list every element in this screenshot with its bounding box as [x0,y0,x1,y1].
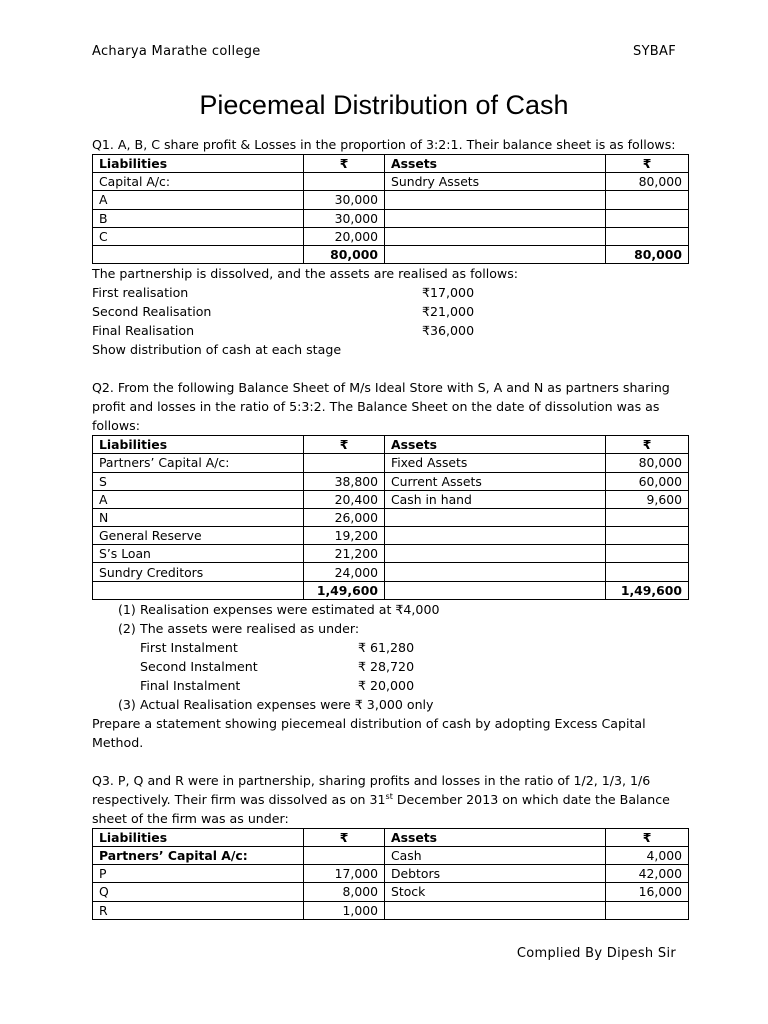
total-liabilities: 1,49,600 [304,581,385,599]
list-item [118,695,688,714]
q2-intro: Q2. From the following Balance Sheet of M/s Ideal Store with S, A and N as partners sharing profit and losses in the ratio of 5:3:2. The Balance Sheet on the date of dissolution was as follows: [92,380,670,434]
header-assets: Assets [385,155,606,173]
q2-task: Prepare a statement showing piecemeal distribution of cash by adopting Excess Capital Method. [92,715,646,750]
cell: 4,000 [606,847,689,865]
realisation-amount: ₹21,000 [422,304,475,320]
realisation-label: Second Realisation [92,304,212,320]
table-row [93,563,689,581]
list-number: (1) [118,601,136,617]
cell: 9,600 [606,490,689,508]
cell: Capital A/c: [93,173,304,191]
cell: 19,200 [304,527,385,545]
header-rupee: ₹ [606,155,689,173]
cell: 17,000 [304,865,385,883]
cell [606,545,689,563]
cell [385,209,606,227]
q2-points-cont [92,695,688,714]
header-rupee: ₹ [606,828,689,846]
cell: 16,000 [606,883,689,901]
header-rupee: ₹ [304,436,385,454]
cell: 26,000 [304,508,385,526]
realisation-label: First realisation [92,285,189,301]
instalment-label: Final Instalment [140,677,241,693]
cell: 42,000 [606,865,689,883]
q2-balance-sheet [92,435,689,600]
cell [606,209,689,227]
cell: General Reserve [93,527,304,545]
table-row [93,472,689,490]
table-row [93,883,689,901]
cell: Current Assets [385,472,606,490]
cell [93,581,304,599]
table-row [93,901,689,919]
cell: R [93,901,304,919]
realisation-line [92,321,688,340]
realisation-amount: ₹36,000 [422,323,475,339]
cell [385,545,606,563]
table-row [93,847,689,865]
spacer [92,359,688,378]
cell: Sundry Creditors [93,563,304,581]
cell [385,527,606,545]
table-row [93,227,689,245]
total-assets: 1,49,600 [606,581,689,599]
list-number: (3) [118,696,136,712]
page-title: Piecemeal Distribution of Cash [199,90,569,120]
instalment-amount: ₹ 61,280 [358,639,415,655]
cell: Stock [385,883,606,901]
page-header [92,44,676,59]
table-row [93,173,689,191]
cell [385,191,606,209]
header-rupee: ₹ [304,828,385,846]
cell: 30,000 [304,209,385,227]
cell [304,173,385,191]
table-header-row [93,828,689,846]
cell: 24,000 [304,563,385,581]
instalment-amount: ₹ 20,000 [358,677,415,693]
cell: P [93,865,304,883]
cell: 30,000 [304,191,385,209]
header-liabilities: Liabilities [93,155,304,173]
cell: Sundry Assets [385,173,606,191]
cell [385,901,606,919]
q3-balance-sheet [92,828,689,920]
cell [93,245,304,263]
instalment-amount: ₹ 28,720 [358,658,415,674]
cell: 8,000 [304,883,385,901]
table-header-row [93,155,689,173]
cell: 38,800 [304,472,385,490]
instalment-line [92,676,688,695]
cell [385,245,606,263]
cell: 1,000 [304,901,385,919]
cell: S [93,472,304,490]
cell: 80,000 [606,173,689,191]
cell [385,508,606,526]
header-liabilities: Liabilities [93,828,304,846]
cell: Fixed Assets [385,454,606,472]
cell: Cash in hand [385,490,606,508]
cell: 21,200 [304,545,385,563]
total-assets: 80,000 [606,245,689,263]
cell [304,454,385,472]
cell: 80,000 [606,454,689,472]
table-header-row [93,436,689,454]
cell: Partners’ Capital A/c: [93,847,304,865]
college-name: Acharya Marathe college [92,44,261,59]
table-row [93,454,689,472]
page-footer: Complied By Dipesh Sir [516,946,676,961]
cell [606,227,689,245]
cell [606,901,689,919]
table-row [93,865,689,883]
table-row [93,191,689,209]
header-liabilities: Liabilities [93,436,304,454]
cell: A [93,191,304,209]
total-liabilities: 80,000 [304,245,385,263]
cell: 20,400 [304,490,385,508]
table-row [93,508,689,526]
table-total-row [93,245,689,263]
q1-task: Show distribution of cash at each stage [92,342,342,358]
class-name: SYBAF [633,44,676,59]
realisation-label: Final Realisation [92,323,195,339]
instalment-line [92,657,688,676]
cell [385,563,606,581]
cell: C [93,227,304,245]
table-row [93,490,689,508]
realisation-line [92,283,688,302]
header-rupee: ₹ [606,436,689,454]
cell [606,563,689,581]
q1-balance-sheet [92,154,689,264]
list-item [118,619,688,638]
ordinal-suffix: st [385,791,393,801]
cell [385,227,606,245]
list-item [118,600,688,619]
realisation-amount: ₹17,000 [422,285,475,301]
cell: A [93,490,304,508]
cell: 60,000 [606,472,689,490]
instalment-label: Second Instalment [140,658,258,674]
q3-intro [92,771,688,828]
cell [606,191,689,209]
realisation-line [92,302,688,321]
instalment-line [92,638,688,657]
header-assets: Assets [385,828,606,846]
q1-intro: Q1. A, B, C share profit & Losses in the proportion of 3:2:1. Their balance sheet is as follows: [92,137,676,152]
table-row [93,545,689,563]
table-row [93,527,689,545]
cell: 20,000 [304,227,385,245]
spacer [92,752,688,771]
q1-note: The partnership is dissolved, and the assets are realised as follows: [92,266,519,282]
list-number: (2) [118,620,136,636]
q3-intro-part-b: December 2013 on which date the Balance sheet of the firm was as under: [92,791,670,826]
cell: N [93,508,304,526]
cell: S’s Loan [93,545,304,563]
q2-points [92,600,688,638]
table-row [93,209,689,227]
list-text: Actual Realisation expenses were ₹ 3,000 only [140,696,434,712]
list-text: The assets were realised as under: [140,620,360,636]
header-assets: Assets [385,436,606,454]
cell [385,581,606,599]
cell: Partners’ Capital A/c: [93,454,304,472]
table-total-row [93,581,689,599]
q3-intro-part-a: Q3. P, Q and R were in partnership, sharing profits and losses in the ratio of 1/2, 1/3, 1/6 respectively. Their firm was dissolved as on 31 [92,772,651,807]
cell: Q [93,883,304,901]
cell: Cash [385,847,606,865]
header-rupee: ₹ [304,155,385,173]
cell [606,527,689,545]
document-body [92,135,688,920]
list-text: Realisation expenses were estimated at ₹4,000 [140,601,440,617]
cell [606,508,689,526]
cell: Debtors [385,865,606,883]
cell: B [93,209,304,227]
instalment-label: First Instalment [140,639,238,655]
cell [304,847,385,865]
